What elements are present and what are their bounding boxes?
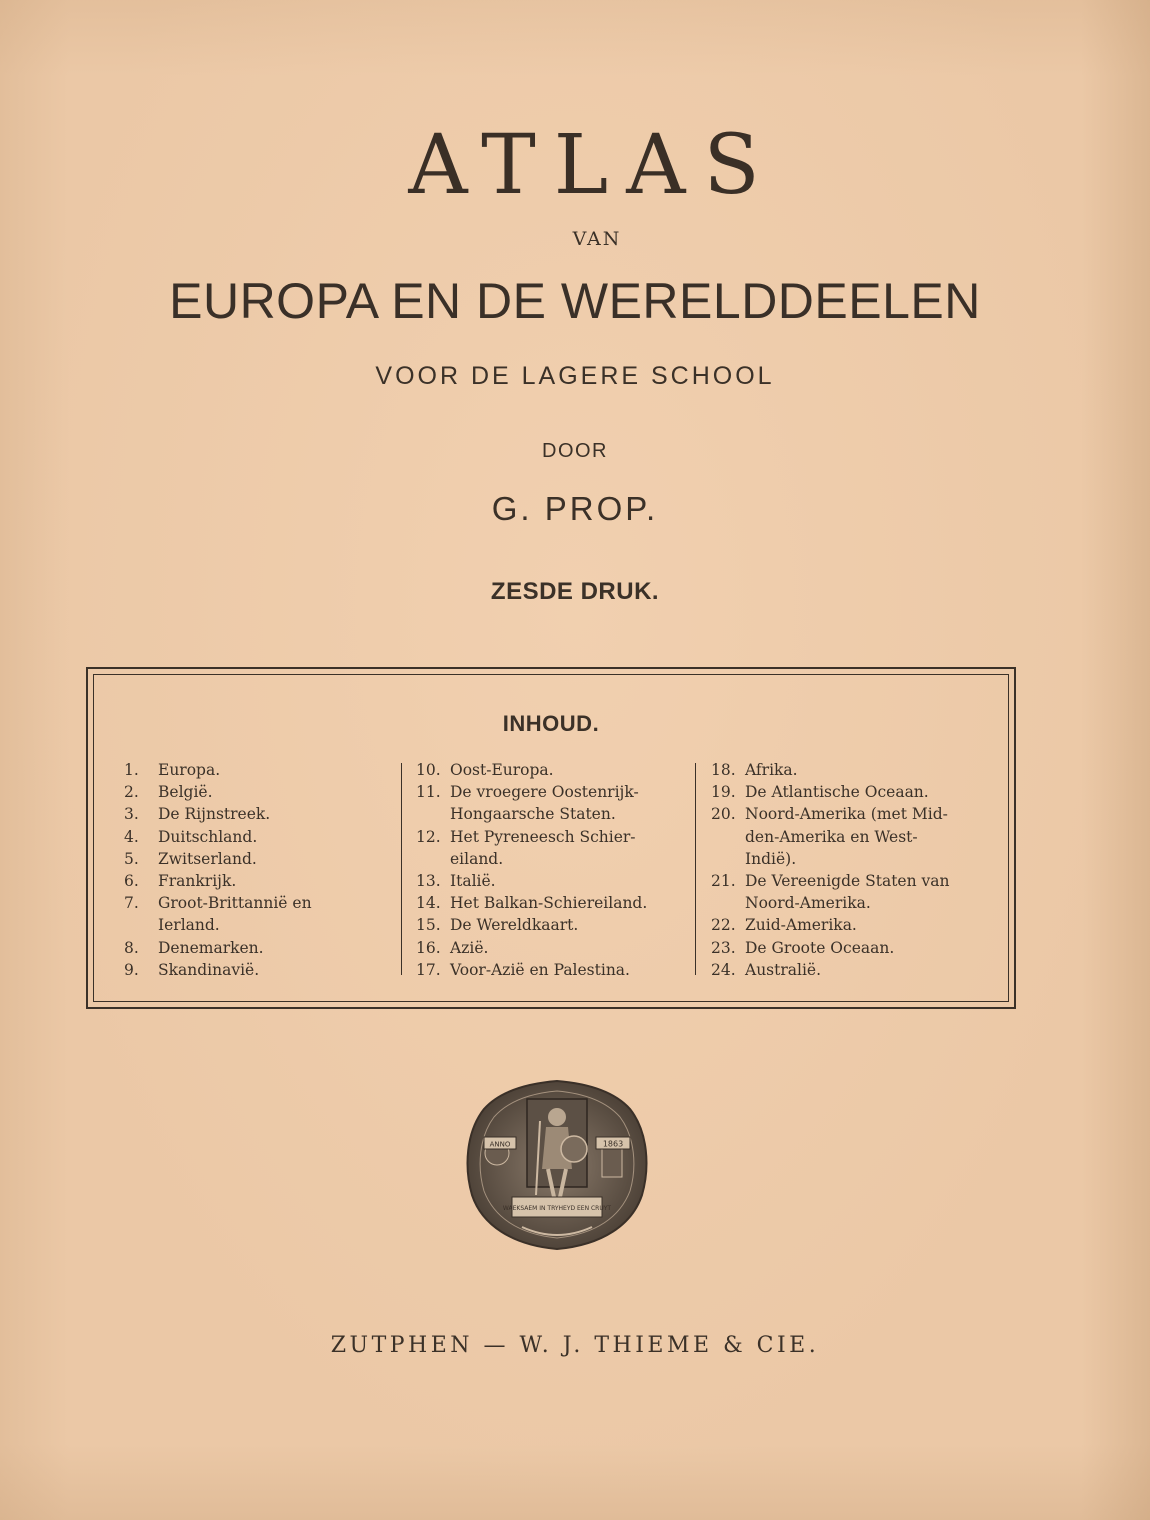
toc-entry-title: Frankrijk. (158, 872, 237, 891)
toc-entry-title: Voor-Azië en Palestina. (450, 960, 630, 979)
main-title: EUROPA EN DE WERELDDEELEN (169, 273, 981, 329)
emblem-motto: WAEKSAEM IN TRYHEYD EEN CRUYT (502, 1205, 612, 1212)
toc-entry-number: 23. (711, 938, 736, 957)
toc-entry-title: Oost-Europa. (450, 761, 554, 779)
toc-entry (416, 937, 686, 959)
toc-inner-frame (93, 674, 1009, 1002)
toc-entry-number: 4. (124, 827, 139, 846)
toc-entry-title: Het Pyreneesch Schier- (450, 827, 636, 846)
toc-entry-title: Het Balkan-Schiereiland. (450, 894, 648, 913)
toc-column-2 (416, 759, 686, 981)
toc-entry-title: Noord-Amerika. (745, 894, 871, 913)
toc-entry (416, 826, 686, 848)
toc-entry-title: Hongaarsche Staten. (450, 805, 616, 824)
toc-entry-title: Europa. (158, 761, 221, 779)
toc-entry (711, 870, 991, 892)
toc-entry-number (416, 803, 450, 825)
toc-entry-number: 16. (416, 938, 441, 957)
toc-entry-number: 11. (416, 783, 441, 802)
toc-entry-title: Ierland. (158, 916, 220, 935)
toc-entry-number (124, 914, 158, 936)
toc-entry-number: 18. (711, 761, 736, 779)
toc-entry (416, 803, 686, 825)
toc-entry (416, 781, 686, 803)
toc-entry-title: Italië. (450, 872, 496, 891)
toc-entry-title: De vroegere Oostenrijk- (450, 783, 639, 802)
door-label: DOOR (542, 440, 608, 462)
emblem-year: 1863 (602, 1139, 624, 1149)
toc-entry (711, 959, 991, 981)
toc-entry (711, 937, 991, 959)
toc-entry-title: Azië. (450, 938, 489, 957)
publisher-emblem-seal (462, 1077, 652, 1252)
toc-entry (124, 914, 379, 936)
publisher-imprint: ZUTPHEN — W. J. THIEME & CIE. (330, 1333, 820, 1358)
toc-entry-number: 9. (124, 960, 139, 979)
toc-entry-title: De Groote Oceaan. (745, 938, 895, 957)
toc-heading: INHOUD. (502, 711, 600, 736)
toc-column-divider (401, 763, 402, 975)
subtitle: VOOR DE LAGERE SCHOOL (375, 362, 775, 390)
toc-entry-number: 6. (124, 872, 139, 891)
toc-entry-number: 20. (711, 805, 736, 824)
toc-entry-number: 15. (416, 916, 441, 935)
toc-entry-number (711, 826, 745, 848)
toc-entry (416, 848, 686, 870)
toc-entry (711, 781, 991, 803)
toc-entry-number: 10. (416, 761, 441, 779)
toc-entry-number: 12. (416, 827, 441, 846)
toc-entry (124, 826, 379, 848)
edition-label: ZESDE DRUK. (490, 578, 660, 605)
author-name: G. PROP. (491, 490, 659, 527)
toc-entry-number: 14. (416, 894, 441, 913)
toc-entry (416, 959, 686, 981)
toc-entry-title: Zuid-Amerika. (745, 916, 857, 935)
toc-entry (711, 914, 991, 936)
toc-entry-number: 22. (711, 916, 736, 935)
toc-entry-title: Denemarken. (158, 938, 264, 957)
van-label: VAN (572, 228, 622, 250)
toc-entry-number: 2. (124, 783, 139, 802)
toc-entry (711, 848, 991, 870)
toc-entry (416, 759, 686, 781)
toc-entry-title: De Rijnstreek. (158, 805, 271, 824)
toc-entry (416, 892, 686, 914)
toc-entry-title: Indië). (745, 849, 797, 868)
atlas-title: ATLAS (408, 118, 778, 213)
toc-entry-number: 7. (124, 894, 139, 913)
toc-entry-number: 8. (124, 938, 139, 957)
toc-entry-number: 17. (416, 960, 441, 979)
toc-entry (124, 892, 379, 914)
toc-entry (711, 892, 991, 914)
toc-entry (416, 870, 686, 892)
toc-entry (124, 937, 379, 959)
toc-entry-number: 3. (124, 805, 139, 824)
toc-entry (124, 759, 379, 781)
toc-entry-title: den-Amerika en West- (745, 827, 918, 846)
toc-entry (124, 803, 379, 825)
toc-entry-title: De Wereldkaart. (450, 916, 579, 935)
toc-entry-title: De Atlantische Oceaan. (745, 783, 929, 802)
toc-entry (711, 803, 991, 825)
toc-entry-number (711, 892, 745, 914)
toc-entry-number: 1. (124, 761, 139, 779)
toc-entry (124, 959, 379, 981)
toc-entry-title: Afrika. (745, 761, 798, 779)
toc-entry (124, 781, 379, 803)
toc-entry-title: Noord-Amerika (met Mid- (745, 805, 948, 824)
toc-entry-number: 21. (711, 872, 736, 891)
toc-entry-title: Zwitserland. (158, 849, 257, 868)
toc-entry (711, 759, 991, 781)
toc-entry-number (416, 848, 450, 870)
toc-column-3 (711, 759, 991, 981)
toc-entry-title: Australië. (745, 960, 822, 979)
toc-entry-title: Groot-Brittannië en (158, 894, 312, 913)
toc-entry-title: eiland. (450, 849, 504, 868)
toc-entry (124, 870, 379, 892)
toc-entry-number (711, 848, 745, 870)
toc-entry-title: Duitschland. (158, 827, 258, 846)
toc-entry-number: 19. (711, 783, 736, 802)
toc-entry-number: 13. (416, 872, 441, 891)
toc-entry-number: 24. (711, 960, 736, 979)
toc-entry-title: België. (158, 783, 213, 802)
toc-entry-title: Skandinavië. (158, 960, 260, 979)
toc-entry (124, 848, 379, 870)
toc-entry (416, 914, 686, 936)
table-of-contents (86, 667, 1016, 1009)
toc-entry-number: 5. (124, 849, 139, 868)
toc-column-divider (695, 763, 696, 975)
toc-column-1 (124, 759, 379, 981)
toc-entry (711, 826, 991, 848)
toc-entry-title: De Vereenigde Staten van (745, 872, 950, 891)
emblem-anno-label: ANNO (489, 1140, 511, 1149)
